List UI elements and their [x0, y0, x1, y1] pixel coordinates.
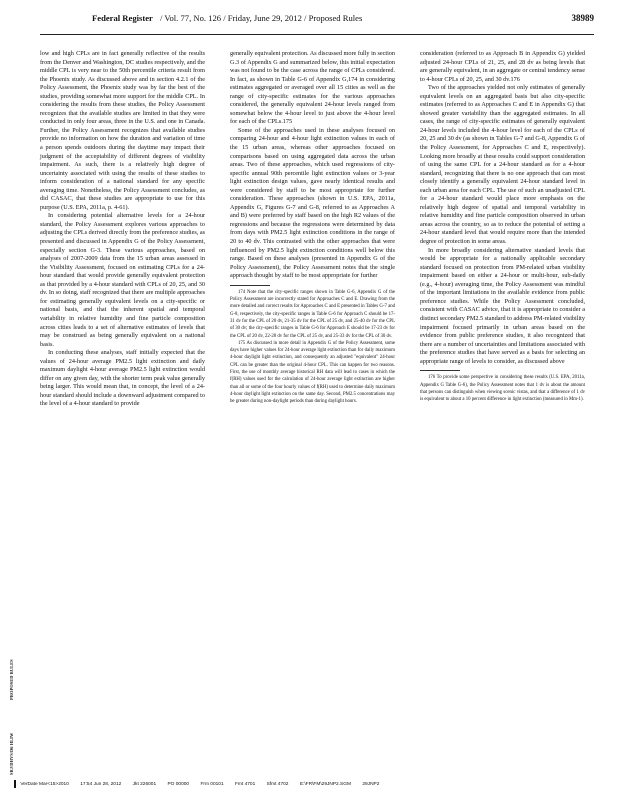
- footnote-175: 175 As discussed in more detail in Appendix G of the Policy Assessment, some days have higher values for 24-hour average light extinction than for daily maximum 4-hour daylight light extinction, and consequently an adjusted "equivalent" 24-hour CPL can be greater than the original 4-hour CPL. This can happen for two reasons. First, the use of monthly average historical RH data will lead to cases in which the f(RH) values used for the calculation of 24-hour average light extinction are higher than all or some of the four hourly values of f(RH) used to determine daily maximum 4-hour daylight light extinction on the same day. Second, PM2.5 concentrations may be greater during non-daylight periods than during daylight hours.: [230, 340, 395, 405]
- footer-code: 29JNP2: [362, 782, 380, 788]
- publication-name: Federal Register: [92, 13, 153, 23]
- page-number: 38989: [571, 13, 594, 23]
- footer-verdate: VerDate Mar<15>2010: [20, 782, 69, 788]
- footnote-174: 174 Note that the city-specific ranges shown in Table G-6, Appendix G of the Policy Assessment are incorrectly stated for Approaches C and E. Drawing from the more detailed and correct results for Approaches C and E presented in Tables G-7 and G-8, respectively, the city-specific ranges in Table G-6 for Approach C should be 17-31 dv for the CPL of 20 dv, 21-35 dv for the CPL of 25 dv, and 25-40 dv for the CPL of 30 dv; the city-specific ranges in Table G-6 for Approach E should be 17-23 dv for the CPL of 20 dv, 22-28 dv for the CPL of 25 dv, and 25-33 dv for the CPL of 30 dv.: [230, 289, 395, 339]
- footnote-176: 176 To provide some perspective in considering these results (U.S. EPA, 2011a, Appendix G Table G-6), the Policy Assessment notes that 1 dv is about the amount that persons can distinguish when viewing scenic vistas, and that a difference of 1 dv is equivalent to about a 10 percent difference in light extinction (measured in Mm-1).: [420, 375, 585, 403]
- text-column-2: [230, 50, 395, 406]
- issue-info: / Vol. 77, No. 126 / Friday, June 29, 2012 / Proposed Rules: [160, 13, 363, 23]
- footer-fmt: Fmt 4701: [234, 782, 256, 788]
- paragraph: Two of the approaches yielded not only estimates of generally equivalent levels on an aggregated basis but also city-specific estimates (referred to as Approaches C and E in Appendix G) that showed greater variability than the aggregated estimates. In all cases, the range of city-specific estimates of generally equivalent 24-hour levels included the 4-hour level for each of the CPLs of 20, 25 and 30 dv (as shown in Tables G-7 and G-8, Appendix G of the Policy Assessment, for Approaches C and E, respectively). Looking more broadly at these results could support consideration of using the same CPL for a 24-hour standard as for a 4-hour standard, recognizing that there is no one approach that can most closely identify a generally equivalent 24-hour standard level in each urban area for each CPL. The use of such an unadjusted CPL for a 24-hour standard would place more emphasis on the relatively high degree of spatial and temporal variability in relative humidity and fine particle composition observed in urban areas across the country, so as to reduce the potential of setting a 24-hour standard level that would require more than the intended degree of protection in some areas.: [420, 84, 585, 246]
- paragraph: consideration (referred to as Approach B in Appendix G) yielded adjusted 24-hour CPLs of 21, 25, and 28 dv as being levels that are generally equivalent, in an aggregate or central tendency sense to 4-hour CPLs of 20, 25, and 30 dv.176: [420, 50, 585, 83]
- paragraph: Some of the approaches used in these analyses focused on comparing 24-hour and 4-hour light extinction values in each of the 15 urban areas, whereas other approaches focused on comparisons based on using aggregated data across the urban areas. Two of these approaches, which used regressions of city-specific annual 90th percentile light extinction values or 3-year light extinction design values, gave nearly identical results and were considered by staff to be most appropriate for further consideration. These approaches (shown in U.S. EPA, 2011a, Appendix G, Figures G-7 and G-8, referred to as Approaches A and B) were preferred by staff based on the high R2 values of the regressions and because the regressions were determined by data from days with PM2.5 light extinction conditions in the range of 20 to 40 dv. This contrasted with the other approaches that were influenced by PM2.5 light extinction conditions well below this range. Based on these analyses (presented in Appendix G of the Policy Assessment), the Policy Assessment notes that the single approach thought by staff to be most appropriate for further: [230, 126, 395, 280]
- footer-jkt: Jkt 226001: [132, 782, 157, 788]
- footer-file: E:\FR\FM\29JNP2.SGM: [299, 782, 351, 788]
- text-column-3: [420, 50, 585, 403]
- footer-time: 17:54 Jun 28, 2012: [80, 782, 122, 788]
- footer-sfmt: Sfmt 4702: [266, 782, 289, 788]
- side-margin-label-top: PROPOSED RULES: [9, 659, 14, 700]
- footer-bar: [14, 780, 16, 788]
- paragraph: In more broadly considering alternative standard levels that would be appropriate for a nationally applicable secondary standard focused on protection from PM-related urban visibility impairment based on either a 24-hour or multi-hour, sub-daily (e.g., 4-hour) averaging time, the Policy Assessment was mindful of the important limitations in the available evidence from public preference studies. While the Policy Assessment concluded, consistent with CASAC advice, that it is appropriate to consider a distinct secondary PM2.5 standard to address PM-related visibility impairment focused primarily in urban areas based on the evidence from public preference studies, it also recognized that there are a number of uncertainties and limitations associated with the preference studies that have served as a basis for selecting an appropriate range of levels to consider, as discussed above: [420, 246, 585, 365]
- footer-frm: Frm 00101: [200, 782, 224, 788]
- paragraph: low and high CPLs are in fact generally reflective of the results from the Denver and Washington, DC studies respectively, and the middle CPL is very near to the 50th percentile criteria result from the Phoenix study. As discussed above and in section 4.2.1 of the Policy Assessment, the Phoenix study was by far the best of the studies, providing somewhat more support for the middle CPL. In considering the results from these studies, the Policy Assessment recognizes that the available studies are limited in that they were conducted in only four areas, three in the U.S. and one in Canada. Further, the Policy Assessment recognizes that available studies provide no information on how the duration and variation of time a person spends outdoors during the daytime may impact their judgment of the acceptability of different degrees of visibility impairment. As such, there is a relatively high degree of uncertainty associated with using the results of these studies to inform consideration of a national standard for any specific averaging time. Nonetheless, the Policy Assessment concludes, as did CASAC, that these studies are appropriate to use for this purpose (U.S. EPA, 2011a, p. 4-61).: [40, 50, 205, 211]
- paragraph: In considering potential alternative levels for a 24-hour standard, the Policy Assessment explores various approaches to adjusting the CPLs derived directly from the preference studies, as presented and discussed in Appendix G of the Policy Assessment, especially section G-3. These various approaches, based on analyses of 2007-2009 data from the 15 urban areas assessed in the Visibility Assessment, focused on estimating CPLs for a 24-hour standard that would provide generally equivalent protection as that provided by a 4-hour standard with CPLs of 20, 25, and 30 dv. In so doing, staff recognized that there are multiple approaches for estimating generally equivalent levels on a city-specific or national basis, and that the inherent spatial and temporal variability in relative humidity and fine particle composition across cities leads to a set of alternative estimates of levels that may be construed as being generally equivalent on a national basis.: [40, 212, 205, 348]
- footnote-rule: [230, 285, 270, 286]
- header-rule: [40, 34, 594, 35]
- side-margin-label-bottom: SRJ/DHVS/D6 HLIW: [9, 732, 14, 775]
- page-footer: [14, 780, 604, 790]
- text-column-1: [40, 50, 205, 409]
- paragraph: In conducting these analyses, staff initially expected that the values of 24-hour average PM2.5 light extinction and daily maximum daylight 4-hour average PM2.5 light extinction would differ on any given day, with the shorter term peak value generally being larger. This would mean that, in concept, the level of a 24-hour standard should include a downward adjustment compared to the level of a 4-hour standard to provide: [40, 349, 205, 408]
- paragraph: generally equivalent protection. As discussed more fully in section G.3 of Appendix G and summarized below, this initial expectation was not found to be the case across the range of CPLs considered. In fact, as shown in Table G-6 of Appendix G,174 in considering estimates aggregated or averaged over all 15 cities as well as the range of city-specific estimates for the various approaches considered, the generally equivalent 24-hour levels ranged from somewhat below the 4-hour level to just above the 4-hour level for each of the CPLs.175: [230, 50, 395, 126]
- footer-po: PO 00000: [167, 782, 190, 788]
- footnote-rule: [420, 370, 460, 371]
- page-header: [92, 13, 594, 29]
